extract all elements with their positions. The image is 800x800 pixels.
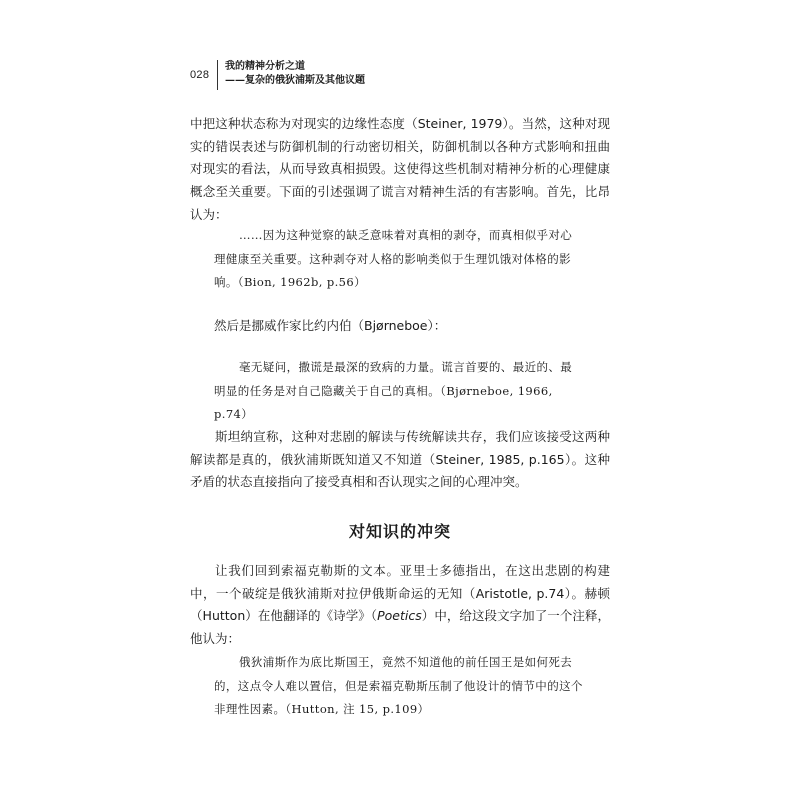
block-quote-bion: ……因为这种觉察的缺乏意味着对真相的剥夺，而真相似乎对心理健康至关重要。这种剥夺对人格的影响类似于生理饥饿对体格的影响。（Bion, 1962b, p.56） bbox=[214, 228, 573, 289]
paragraph-4-text-b: ）中，给这段文字加了一个注释，他认为： bbox=[190, 608, 610, 647]
section-heading: 对知识的冲突 bbox=[348, 522, 451, 541]
paragraph-4-text-a: 让我们回到索福克勒斯的文本。亚里士多德指出，在这出悲剧的构建中，一个破绽是俄狄浦斯对拉伊俄斯命运的无知（Aristotle, p.74）。赫顿（Hutton）在他翻译的《诗学》（ bbox=[190, 563, 610, 624]
book-subtitle: ——复杂的俄狄浦斯及其他议题 bbox=[225, 75, 365, 86]
block-quote-hutton: 俄狄浦斯作为底比斯国王，竟然不知道他的前任国王是如何死去的，这点令人难以置信，但是索福克勒斯压制了他设计的情节中的这个非理性因素。（Hutton, 注 15, p.109） bbox=[214, 655, 583, 716]
book-title: 我的精神分析之道 bbox=[225, 61, 305, 72]
paragraph-3: 斯坦纳宣称，这种对悲剧的解读与传统解读共存，我们应该接受这两种解读都是真的，俄狄浦斯既知道又不知道（Steiner, 1985, p.165）。这种矛盾的状态直接指向了接受真相和否认现实之间的心理冲突。 bbox=[190, 429, 610, 490]
header-titles bbox=[225, 60, 365, 88]
poetics-title: Poetics bbox=[377, 608, 422, 624]
page-number: 028 bbox=[190, 69, 210, 81]
paragraph-4 bbox=[190, 560, 610, 651]
paragraph-2: 然后是挪威作家比约内伯（Bjørneboe）： bbox=[214, 318, 447, 333]
header-divider bbox=[217, 60, 218, 90]
block-quote-bjorneboe: 毫无疑问，撒谎是最深的致病的力量。谎言首要的、最近的、最明显的任务是对自己隐藏关于自己的真相。（Bjørneboe, 1966, p.74） bbox=[214, 360, 573, 421]
paragraph-1: 中把这种状态称为对现实的边缘性态度（Steiner, 1979）。当然，这种对现实的错误表述与防御机制的行动密切相关，防御机制以各种方式影响和扭曲对现实的看法，从而导致真相损毁。这使得这些机制对精神分析的心理健康概念至关重要。下面的引述强调了谎言对精神生活的有害影响。首先，比昂认为： bbox=[190, 116, 610, 222]
